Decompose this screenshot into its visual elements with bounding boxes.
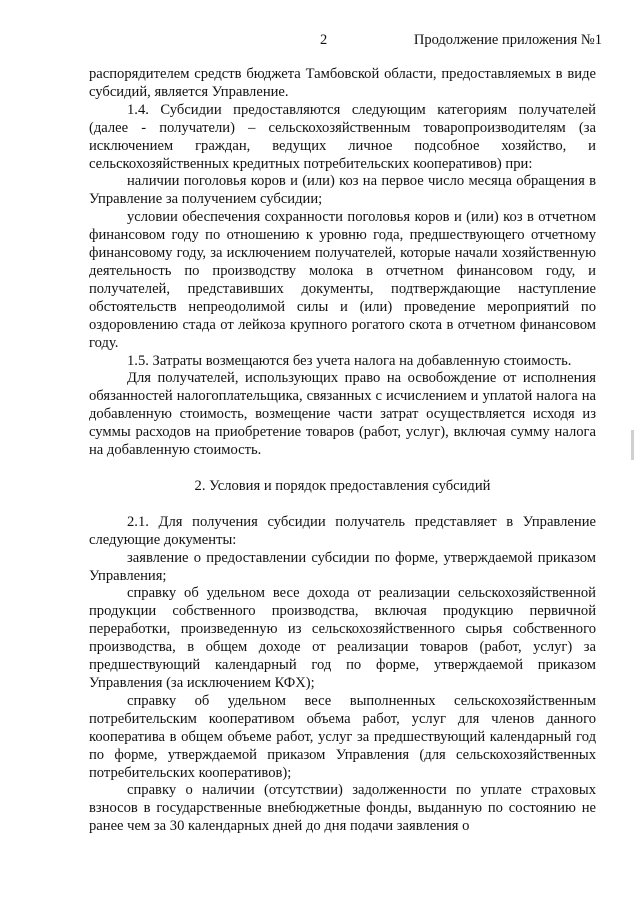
page-number: 2 [320, 32, 328, 48]
paragraph: наличии поголовья коров и (или) коз на первое число месяца обращения в Управление за получением субсидии; [89, 173, 596, 208]
document-body [89, 66, 596, 836]
paragraph: заявление о предоставлении субсидии по форме, утверждаемой приказом Управления; [89, 549, 596, 584]
paragraph: справку об удельном весе дохода от реализации сельскохозяйственной продукции собственного производства, включая продукцию первичной переработки, произведенную из сельскохозяйственного сырья собственного производства, в общем доходе от реализации товаров (работ, услуг) за предшествующий календарный год по форме, утверждаемой приказом Управления (за исключением КФХ); [89, 585, 596, 691]
paragraph: Для получателей, использующих право на освобождение от исполнения обязанностей налогоплательщика, связанных с исчислением и уплатой налога на добавленную стоимость, возмещение части затрат осуществляется исходя из суммы расходов на приобретение товаров (работ, услуг), включая сумму налога на добавленную стоимость. [89, 370, 596, 459]
paragraph: справку о наличии (отсутствии) задолженности по уплате страховых взносов в государственные внебюджетные фонды, выданную по состоянию не ранее чем за 30 календарных дней до дня подачи заявления о [89, 782, 596, 835]
paragraph: условии обеспечения сохранности поголовья коров и (или) коз в отчетном финансовом году по отношению к уровню года, предшествующего отчетному финансовому году, за исключением получателей, которые начали хозяйственную деятельность по производству молока в отчетном финансовом году, и получателей, представивших документы, подтверждающие наступление обстоятельств непреодолимой силы и (или) проведение мероприятий по оздоровлению стада от лейкоза крупного рогатого скота в отчетном финансовом году. [89, 209, 596, 351]
scan-edge-mark [631, 430, 634, 460]
paragraph: распорядителем средств бюджета Тамбовской области, предоставляемых в виде субсидий, является Управление. [89, 66, 596, 100]
paragraph-clause-1-5: 1.5. Затраты возмещаются без учета налога на добавленную стоимость. [127, 352, 572, 369]
paragraph-clause-2-1: 2.1. Для получения субсидии получатель представляет в Управление следующие документы: [89, 513, 596, 548]
section-heading: 2. Условия и порядок предоставления субсидий [194, 477, 491, 494]
appendix-continuation-label: Продолжение приложения №1 [413, 32, 602, 48]
paragraph: справку об удельном весе выполненных сельскохозяйственным потребительским кооперативом объема работ, услуг для членов данного кооператива в общем объеме работ, услуг за предшествующий календарный год по форме, утверждаемой приказом Управления (для сельскохозяйственных потребительских кооперативов); [89, 692, 596, 781]
paragraph-clause-1-4: 1.4. Субсидии предоставляются следующим категориям получателей (далее - получатели) – сельскохозяйственным товаропроизводителям (за исключением граждан, ведущих личное подсобное хозяйство, и сельскохозяйственных кредитных потребительских кооперативов) при: [89, 101, 596, 172]
